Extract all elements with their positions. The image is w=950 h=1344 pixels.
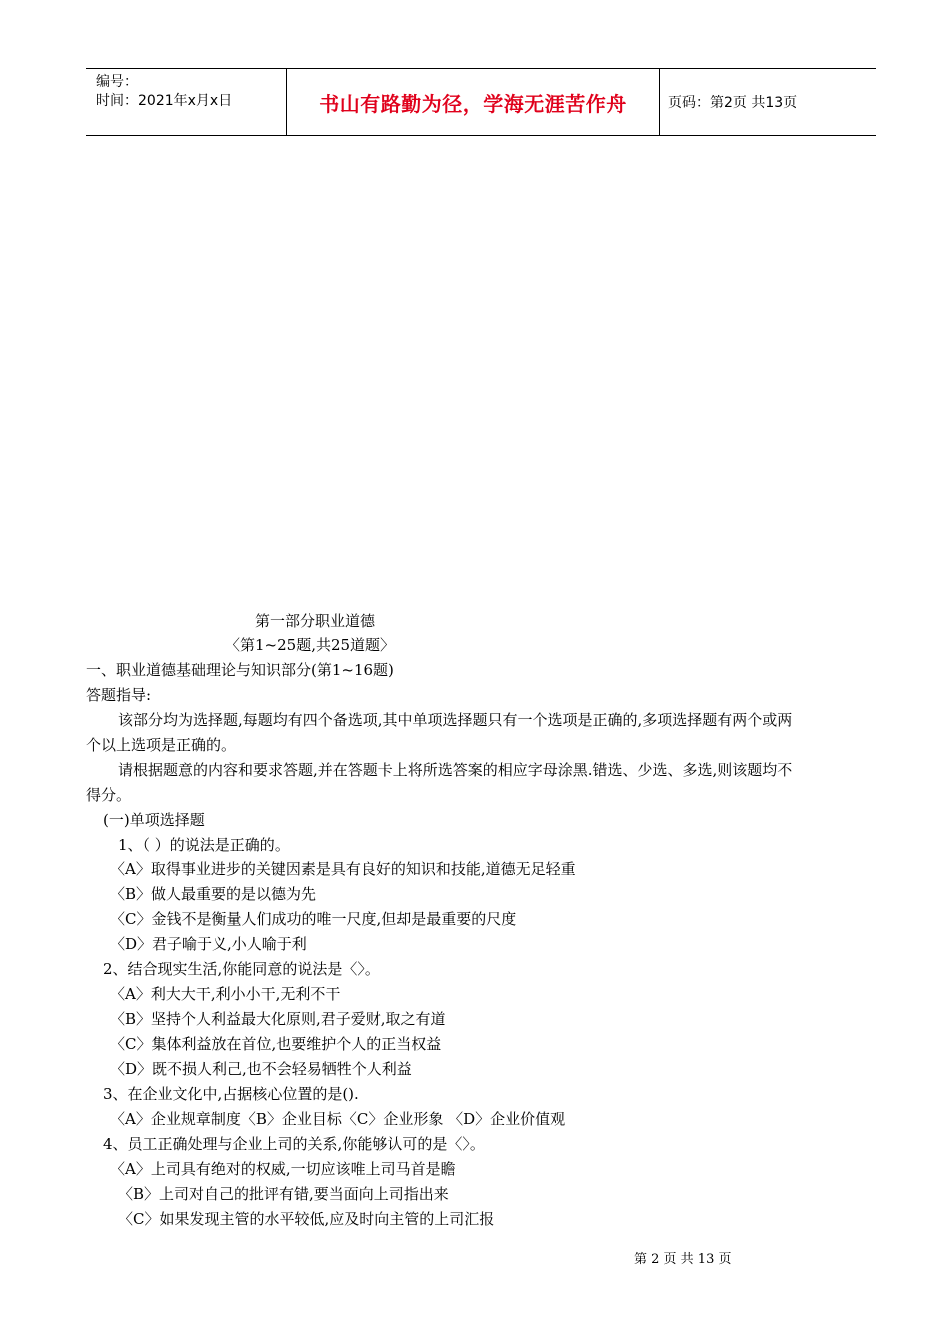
question-2: 2、结合现实生活,你能同意的说法是〈〉。: [103, 960, 380, 978]
question-1-option-a: 〈A〉取得事业进步的关键因素是具有良好的知识和技能,道德无足轻重: [110, 860, 576, 878]
question-4: 4、员工正确处理与企业上司的关系,你能够认可的是〈〉。: [103, 1135, 485, 1153]
header-left-cell: [86, 69, 287, 135]
question-4-option-c: 〈C〉如果发现主管的水平较低,应及时向主管的上司汇报: [118, 1210, 495, 1228]
question-1: 1、（ ）的说法是正确的。: [118, 836, 290, 854]
guide-paragraph-1-line-2: 个以上选项是正确的。: [86, 736, 237, 754]
question-3-options: 〈A〉企业规章制度〈B〉企业目标〈C〉企业形象 〈D〉企业价值观: [110, 1110, 566, 1128]
time-label: 时间：2021年x月x日: [96, 93, 233, 109]
guide-paragraph-2-line-1: 请根据题意的内容和要求答题,并在答题卡上将所选答案的相应字母涂黑.错选、少选、多选,则该题均不: [118, 761, 793, 779]
question-4-option-a: 〈A〉上司具有绝对的权威,一切应该唯上司马首是瞻: [110, 1160, 456, 1178]
page-footer: 第 2 页 共 13 页: [634, 1252, 732, 1267]
question-1-option-b: 〈B〉做人最重要的是以德为先: [110, 885, 317, 903]
part-subtitle: 〈第1~25题,共25道题〉: [225, 636, 396, 654]
question-3: 3、在企业文化中,占据核心位置的是().: [103, 1085, 359, 1103]
question-1-option-c: 〈C〉金钱不是衡量人们成功的唯一尺度,但却是最重要的尺度: [110, 910, 517, 928]
guide-label: 答题指导:: [86, 686, 152, 704]
question-2-option-a: 〈A〉利大大干,利小小干,无利不干: [110, 985, 341, 1003]
header-table: [86, 68, 876, 136]
header-page-info: 页码：第2页 共13页: [668, 95, 798, 111]
header-motto: 书山有路勤为径，学海无涯苦作舟: [287, 69, 660, 135]
question-2-option-d: 〈D〉既不损人利己,也不会轻易牺牲个人利益: [110, 1060, 412, 1078]
question-2-option-c: 〈C〉集体利益放在首位,也要维护个人的正当权益: [110, 1035, 442, 1053]
section-heading: 一、职业道德基础理论与知识部分(第1~16题): [86, 661, 394, 679]
question-2-option-b: 〈B〉坚持个人利益最大化原则,君子爱财,取之有道: [110, 1010, 446, 1028]
number-label: 编号：: [96, 74, 138, 90]
question-1-option-d: 〈D〉君子喻于义,小人喻于利: [110, 935, 307, 953]
guide-paragraph-2-line-2: 得分。: [86, 786, 132, 804]
subsection-heading: (一)单项选择题: [103, 811, 205, 829]
guide-paragraph-1-line-1: 该部分均为选择题,每题均有四个备选项,其中单项选择题只有一个选项是正确的,多项选择题有两个或两: [118, 711, 793, 729]
question-4-option-b: 〈B〉上司对自己的批评有错,要当面向上司指出来: [118, 1185, 449, 1203]
part-title: 第一部分职业道德: [255, 612, 376, 630]
